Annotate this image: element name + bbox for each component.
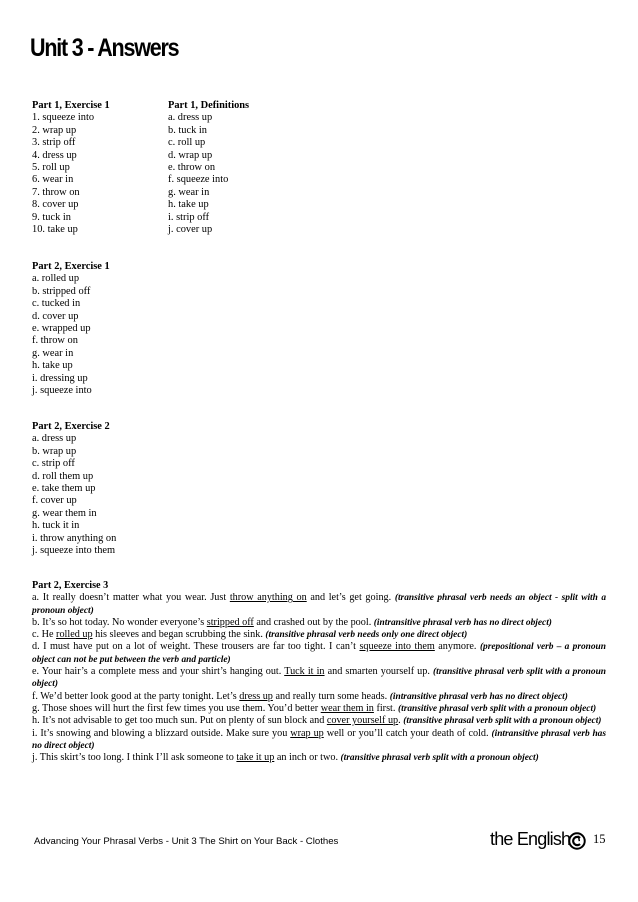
sentence-item [32,592,606,617]
sentence-item [32,666,606,691]
part2-exercise3 [32,580,606,764]
sentence-item [32,703,606,715]
list-item: h. take up [32,360,73,372]
grammar-note: (intransitive phrasal verb has no direct object) [373,617,552,628]
answer-phrase: throw anything on [229,592,307,604]
sentence-text: i. It’s snowing and blowing a blizzard outside. Make sure you [32,727,291,739]
answer-phrase: Tuck it in [284,666,325,678]
list-item: d. wrap up [168,149,213,161]
list-item: i. strip off [168,211,210,223]
list-item: i. dressing up [32,372,88,384]
sentence-item [32,641,606,666]
sentence-item [32,617,606,629]
sentence-text: e. Your hair’s a complete mess and your shirt’s hanging out. [32,666,285,678]
sentence-text: c. He [32,629,57,641]
grammar-note: (transitive phrasal verb split with a pronoun object) [32,667,607,690]
sentence-item [32,629,606,641]
list-item: e. throw on [168,162,216,174]
answer-phrase: stripped off [206,616,254,628]
sentence-text: a. It really doesn’t matter what you wear. Just [32,592,230,604]
grammar-note: (intransitive phrasal verb has no direct object) [389,691,568,702]
section-heading: Part 2, Exercise 3 [32,580,109,591]
part2-exercise1 [32,261,110,397]
list-item: 1. squeeze into [32,112,95,124]
list-item: 7. throw on [32,186,80,198]
list-item: j. cover up [168,224,213,236]
answer-phrase: dress up [239,690,273,702]
grammar-note: (intransitive phrasal verb has no direct object) [32,728,606,751]
sentence-item [32,715,606,727]
list-item: e. wrapped up [32,323,91,335]
sentence-text: and smarten yourself up. [324,666,433,678]
list-item: 6. wear in [32,174,74,186]
sentence-text: and let’s get going. [306,592,395,604]
list-item: c. tucked in [32,298,81,310]
list-item: 9. tuck in [32,211,71,223]
list-item: f. cover up [32,495,77,507]
list-item: a. dress up [168,112,213,124]
answer-phrase: rolled up [56,629,93,641]
list-item: j. squeeze into them [32,545,116,557]
sentence-text: his sleeves and began scrubbing the sink. [92,629,266,641]
sentence-text: an inch or two. [274,752,341,764]
answer-phrase: take it up [236,752,275,764]
footer-text: Advancing Your Phrasal Verbs - Unit 3 The Shirt on Your Back - Clothes [34,836,339,847]
part1-exercise1 [32,100,110,236]
list-item: i. throw anything on [32,532,117,544]
list-item: 5. roll up [32,162,70,174]
grammar-note: (transitive phrasal verb split with a pronoun object) [397,703,597,714]
list-item: 2. wrap up [32,124,77,136]
brand-name: the English [490,829,571,849]
section-heading: Part 2, Exercise 1 [32,261,110,272]
sentence-text: and crashed out by the pool. [253,616,374,628]
section-heading: Part 2, Exercise 2 [32,421,110,432]
list-item: 3. strip off [32,137,76,149]
sentence-text: first. [373,702,398,714]
list-item: f. throw on [32,335,78,347]
list-item: h. take up [168,199,209,211]
list-item: 10. take up [32,224,78,236]
sentence-text: d. I must have put on a lot of weight. These trousers are far too tight. I can’t [32,641,360,653]
list-item: h. tuck it in [32,520,80,532]
page-number: 15 [593,832,606,846]
list-item: f. squeeze into [168,174,229,186]
sentence-text: h. It’s not advisable to get too much sun. Put on plenty of sun block and [32,715,327,727]
sentence-item [32,728,606,753]
sentence-text: b. It’s so hot today. No wonder everyone’s [32,616,207,628]
grammar-note: (prepositional verb – a pronoun object can not be put between the verb and particle) [32,642,606,665]
list-item: g. wear them in [32,507,97,519]
list-item: 8. cover up [32,199,79,211]
section-heading: Part 1, Exercise 1 [32,100,110,111]
list-item: d. roll them up [32,470,94,482]
list-item: b. wrap up [32,445,77,457]
list-item: g. wear in [168,186,210,198]
sentence-text: . [398,715,404,727]
answer-phrase: cover yourself up [326,715,399,727]
list-item: a. dress up [32,433,77,445]
sentence-item [32,691,606,703]
list-item: g. wear in [32,347,74,359]
copyright-style-logo-icon [568,832,586,850]
grammar-note: (transitive phrasal verb split with a pronoun object) [340,753,539,764]
section-heading: Part 1, Definitions [168,100,250,111]
list-item: e. take them up [32,483,96,495]
sentence-text: g. Those shoes will hurt the first few times you use them. You’d better [32,702,321,714]
grammar-note: (transitive phrasal verb split with a pronoun object) [403,716,602,727]
list-item: a. rolled up [32,273,80,285]
part2-exercise2 [32,421,116,557]
list-item: c. roll up [168,137,206,149]
sentence-text: j. This skirt’s too long. I think I’ll ask someone to [32,752,237,764]
list-item: b. stripped off [32,285,91,297]
sentence-text: f. We’d better look good at the party tonight. Let’s [32,690,240,702]
list-item: j. squeeze into [32,385,92,397]
grammar-note: (transitive phrasal verb needs only one direct object) [265,630,468,641]
page-title: Unit 3 - Answers [30,34,179,62]
answer-phrase: squeeze into them [359,641,435,653]
sentence-item [32,752,606,764]
part1-definitions [168,100,249,236]
answer-phrase: wear them in [320,702,374,714]
list-item: c. strip off [32,458,75,470]
sentence-text: and really turn some heads. [272,690,390,702]
sentence-text: anymore. [434,641,480,653]
list-item: d. cover up [32,310,79,322]
grammar-note: (transitive phrasal verb needs an object - split with a pronoun object) [32,593,607,616]
answer-phrase: wrap up [290,727,324,739]
sentence-text: well or you’ll catch your death of cold. [323,727,492,739]
list-item: b. tuck in [168,124,207,136]
list-item: 4. dress up [32,149,77,161]
